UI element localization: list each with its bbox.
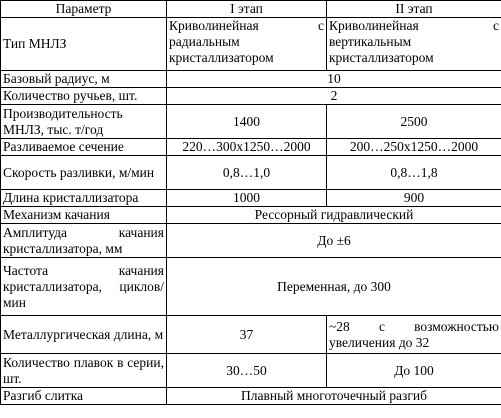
value-cell: До ±6 [167, 224, 501, 258]
param-cell: Амплитуда качания кристаллизатора, мм [1, 224, 167, 258]
value-cell: 30…50 [167, 354, 327, 388]
table-row [1, 258, 501, 316]
header-stage1: I этап [167, 1, 327, 18]
value-cell: Рессорный гидравлический [167, 207, 501, 224]
value-cell: 37 [167, 316, 327, 354]
table-row [1, 224, 501, 258]
table-row [1, 190, 501, 207]
value-cell: 1000 [167, 190, 327, 207]
param-cell: Количество ручьев, шт. [1, 88, 167, 105]
param-cell: Длина кристаллизатора [1, 190, 167, 207]
table-row [1, 156, 501, 190]
table-header-row [1, 1, 501, 18]
table-row [1, 105, 501, 139]
table-row [1, 207, 501, 224]
param-cell: Механизм качания [1, 207, 167, 224]
value-cell: 2500 [327, 105, 501, 139]
param-cell: Металлургическая длина, м [1, 316, 167, 354]
param-cell: Разливаемое сечение [1, 139, 167, 156]
value-cell: 2 [167, 88, 501, 105]
table-row [1, 388, 501, 405]
value-cell: 0,8…1,0 [167, 156, 327, 190]
table-row [1, 18, 501, 71]
header-stage2: II этап [327, 1, 501, 18]
param-cell: Скорость разливки, м/мин [1, 156, 167, 190]
param-cell: Частота качания кристаллизатора, циклов/мин [1, 258, 167, 316]
value-cell: 1400 [167, 105, 327, 139]
header-param: Параметр [1, 1, 167, 18]
value-cell: 220…300х1250…2000 [167, 139, 327, 156]
value-cell: Криволинейная с вертикальным кристаллизатором [327, 18, 501, 71]
table-row [1, 88, 501, 105]
value-cell: Плавный многоточечный разгиб [167, 388, 501, 405]
value-cell: До 100 [327, 354, 501, 388]
value-cell: 900 [327, 190, 501, 207]
param-cell: Тип МНЛЗ [1, 18, 167, 71]
value-cell: 0,8…1,8 [327, 156, 501, 190]
value-cell: 200…250х1250…2000 [327, 139, 501, 156]
param-cell: Базовый радиус, м [1, 71, 167, 88]
value-cell: ~28 с возможностью увеличения до 32 [327, 316, 501, 354]
value-cell: Переменная, до 300 [167, 258, 501, 316]
value-cell: 10 [167, 71, 501, 88]
table-row [1, 316, 501, 354]
table-row [1, 354, 501, 388]
param-cell: Производительность МНЛЗ, тыс. т/год [1, 105, 167, 139]
param-cell: Количество плавок в серии, шт. [1, 354, 167, 388]
table-row [1, 139, 501, 156]
value-cell: Криволинейная с радиальным кристаллизатором [167, 18, 327, 71]
param-cell: Разгиб слитка [1, 388, 167, 405]
table-row [1, 71, 501, 88]
